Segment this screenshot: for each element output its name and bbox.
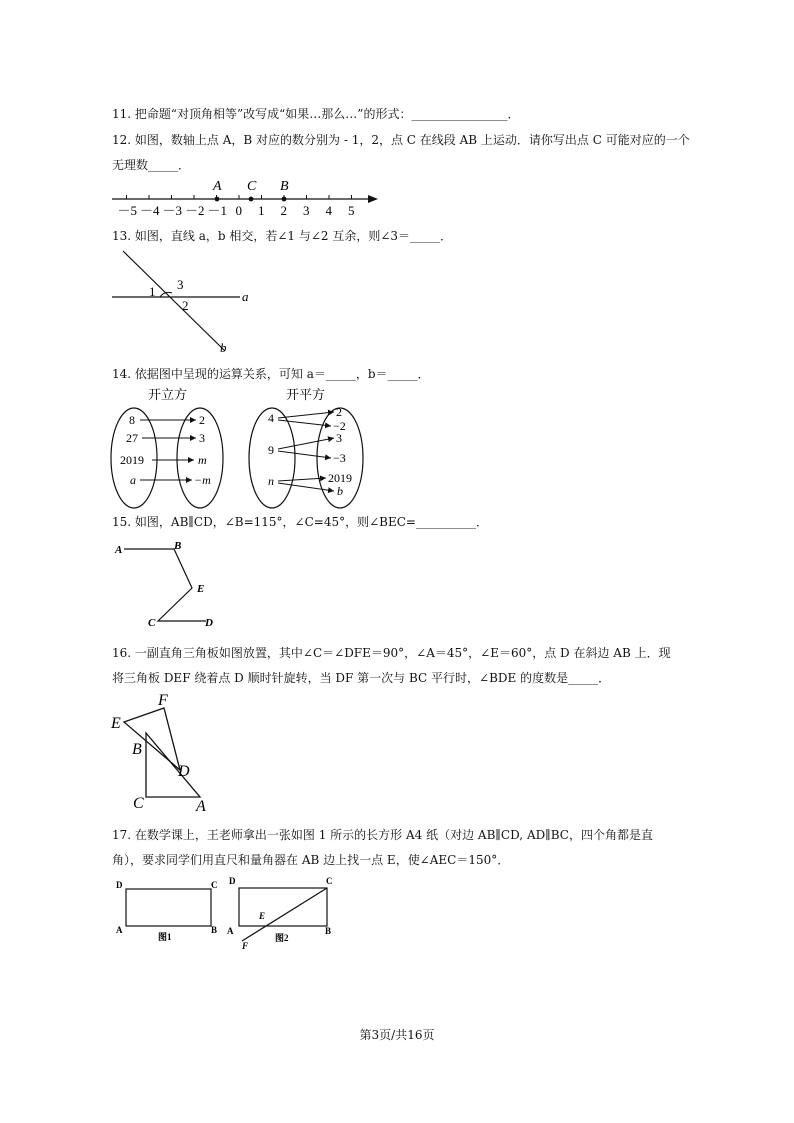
cube-root-title: 开立方: [148, 387, 188, 402]
number-line-tick-label: －2: [185, 203, 205, 218]
line-label-a: a: [242, 289, 249, 304]
square-output-neg2: −2: [333, 419, 346, 433]
point-label-c: C: [148, 617, 156, 629]
point-label-d: D: [229, 876, 236, 886]
triangle-boards-figure: [108, 690, 228, 815]
point-label-b: B: [325, 926, 332, 936]
cube-input-8: 8: [129, 413, 135, 427]
point-label-e: E: [111, 715, 121, 732]
square-input-4: 4: [268, 411, 274, 425]
point-label-a: A: [115, 544, 123, 556]
cube-input-27: 27: [126, 431, 138, 445]
cube-output-neg-m: −m: [194, 473, 211, 487]
square-input-9: 9: [268, 443, 274, 457]
question-17-line1: 17. 在数学课上，王老师拿出一张如图 1 所示的长方形 A4 纸（对边 AB∥CD, AD∥BC，四个角都是直: [112, 828, 653, 842]
square-output-2: 2: [336, 405, 342, 419]
figure-2-caption: 图2: [275, 933, 289, 943]
number-line-tick-label: 0: [235, 203, 242, 218]
line-label-b: b: [220, 340, 227, 355]
square-output-2019: 2019: [328, 471, 352, 485]
point-label-e: E: [197, 583, 205, 595]
point-label-a: A: [213, 179, 222, 194]
point-label-a: A: [227, 926, 234, 936]
question-12-line1: 12. 如图，数轴上点 A，B 对应的数分别为 - 1，2，点 C 在线段 AB 上运动．请你写出点 C 可能对应的一个: [112, 133, 690, 147]
cube-input-2019: 2019: [120, 453, 144, 467]
number-line-tick-label: 5: [348, 203, 355, 218]
cube-input-a: a: [130, 473, 136, 487]
point-label-c: C: [326, 876, 333, 886]
intersecting-lines-figure: [108, 248, 268, 358]
point-label-f: F: [242, 941, 249, 951]
angle-label-2: 2: [182, 298, 189, 313]
point-label-f: F: [158, 692, 168, 709]
number-line-tick-label: 1: [258, 203, 265, 218]
mapping-diagram-figure: [108, 384, 378, 509]
point-label-b: B: [280, 179, 289, 194]
figure-1-caption: 图1: [158, 932, 172, 942]
square-output-neg3: −3: [333, 451, 346, 465]
number-line-tick-label: －1: [207, 203, 228, 218]
number-line-tick-label: －5: [117, 203, 138, 218]
number-line-tick-label: －3: [162, 203, 183, 218]
number-line-tick-label: －4: [140, 203, 160, 218]
square-output-3: 3: [336, 431, 342, 445]
point-label-b: B: [174, 540, 182, 552]
question-13: 13. 如图，直线 a，b 相交，若∠1 与∠2 互余，则∠3＝_____．: [112, 229, 453, 243]
point-label-b: B: [132, 741, 142, 758]
point-label-a: A: [116, 925, 123, 935]
rectangle-figure-1: [112, 876, 227, 946]
square-input-n: n: [268, 474, 274, 488]
square-root-title: 开平方: [286, 387, 326, 402]
point-label-d: D: [178, 763, 190, 780]
number-line-tick-label: 2: [280, 203, 287, 218]
point-label-c: C: [133, 795, 144, 812]
question-12-line2: 无理数_____．: [112, 158, 191, 172]
question-17-line2: 角），要求同学们用直尺和量角器在 AB 边上找一点 E，使∠AEC＝150°．: [112, 853, 510, 867]
question-14: 14. 依据图中呈现的运算关系，可知 a＝_____，b＝_____．: [112, 367, 430, 381]
parallel-lines-figure: [112, 538, 232, 628]
angle-label-3: 3: [177, 277, 184, 292]
number-line-tick-label: 4: [325, 203, 332, 218]
cube-output-3: 3: [199, 431, 205, 445]
point-label-e: E: [259, 911, 266, 921]
point-label-b: B: [211, 925, 218, 935]
question-16-line2: 将三角板 DEF 绕着点 D 顺时针旋转，当 DF 第一次与 BC 平行时，∠BDE 的度数是_____．: [112, 671, 611, 685]
point-label-c: C: [211, 880, 218, 890]
page-number: 第3页/共16页: [359, 1028, 435, 1042]
point-label-c: C: [247, 179, 257, 194]
rectangle-figure-2: [226, 874, 346, 954]
square-output-b: b: [337, 484, 343, 498]
number-line-tick-label: 3: [303, 203, 310, 218]
point-label-d: D: [116, 880, 123, 890]
angle-label-1: 1: [149, 284, 156, 299]
question-15: 15. 如图，AB∥CD，∠B=115°，∠C=45°，则∠BEC=__________．: [112, 515, 488, 529]
point-label-d: D: [205, 617, 213, 629]
cube-output-2: 2: [199, 413, 205, 427]
cube-output-m: m: [198, 453, 207, 467]
question-16-line1: 16. 一副直角三角板如图放置，其中∠C＝∠DFE＝90°，∠A＝45°，∠E＝60°，点 D 在斜边 AB 上．现: [112, 646, 671, 660]
point-label-a: A: [196, 798, 206, 815]
number-line-figure: [108, 177, 388, 221]
question-11: 11. 把命题“对顶角相等”改写成“如果…那么…”的形式：________________．: [112, 107, 520, 121]
